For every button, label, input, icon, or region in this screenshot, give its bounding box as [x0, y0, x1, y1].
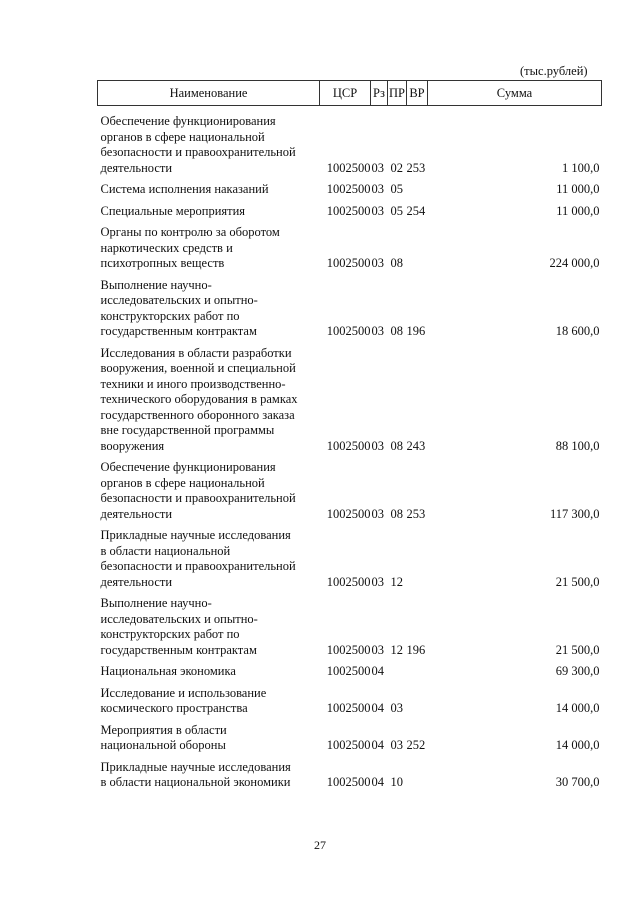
row-name: Обеспечение функционирования органов в сфере национальной безопасности и правоохранительной деятельности — [100, 460, 296, 521]
row-vr: 252 — [406, 738, 426, 752]
row-rz: 03 — [371, 642, 384, 657]
row-name: Исследования в области разработки вооружения, военной и специальной техники и иного производственно- технического оборудования в рамках государственного оборонного заказа вне государственной программы вооружения — [100, 345, 298, 453]
units-label: (тыс.рублей) — [520, 64, 588, 78]
row-name: Прикладные научные исследования в области национальной экономики — [100, 759, 291, 789]
table-body — [98, 106, 602, 791]
row-sum: 11 000,0 — [556, 203, 600, 218]
row-csr: 1002500 — [326, 701, 371, 715]
table-row — [98, 219, 602, 272]
row-rz: 03 — [371, 182, 384, 196]
table-row — [98, 340, 602, 455]
row-rz: 03 — [371, 203, 384, 218]
row-sum: 14 000,0 — [555, 738, 600, 752]
row-name: Выполнение научно- исследовательских и опытно- конструкторских работ по государственным контрактам — [100, 596, 258, 657]
row-vr — [407, 176, 428, 198]
row-rz: 03 — [371, 574, 384, 589]
row-rz: 03 — [371, 160, 384, 175]
row-csr: 1002500 — [326, 506, 371, 521]
header-rz: Рз — [371, 81, 388, 106]
row-sum: 30 700,0 — [555, 775, 600, 789]
row-csr: 1002500 — [326, 574, 371, 589]
row-rz: 03 — [371, 256, 384, 270]
header-sum: Сумма — [428, 81, 602, 106]
row-csr: 1002500 — [326, 438, 371, 453]
page-number: 27 — [314, 838, 326, 852]
row-name: Прикладные научные исследования в области национальной безопасности и правоохранительной деятельности — [100, 528, 296, 589]
table-row — [98, 454, 602, 522]
table-row — [98, 590, 602, 658]
row-rz: 03 — [371, 438, 384, 453]
row-name: Обеспечение функционирования органов в сфере национальной безопасности и правоохранительной деятельности — [100, 114, 296, 175]
table-row — [98, 754, 602, 791]
row-rz: 04 — [371, 775, 384, 789]
row-csr: 1002500 — [326, 664, 371, 678]
row-vr — [407, 754, 428, 791]
table-row — [98, 106, 602, 177]
row-csr: 1002500 — [326, 738, 371, 752]
table-row — [98, 680, 602, 717]
row-vr — [407, 522, 428, 590]
row-rz: 04 — [371, 738, 384, 752]
row-pr: 08 — [390, 256, 403, 270]
row-vr: 253 — [406, 506, 426, 521]
row-csr: 1002500 — [326, 160, 371, 175]
header-pr: ПР — [388, 81, 407, 106]
row-pr: 12 — [390, 574, 403, 589]
row-name: Мероприятия в области национальной обороны — [100, 722, 227, 752]
row-csr: 1002500 — [326, 182, 371, 196]
row-sum: 117 300,0 — [549, 506, 600, 521]
row-rz: 03 — [371, 324, 384, 338]
row-sum: 11 000,0 — [556, 182, 600, 196]
row-name: Национальная экономика — [100, 664, 236, 678]
row-pr: 12 — [390, 642, 403, 657]
row-vr — [407, 658, 428, 680]
row-csr: 1002500 — [326, 203, 371, 218]
header-vr: ВР — [407, 81, 428, 106]
row-sum: 1 100,0 — [562, 160, 600, 175]
row-name: Выполнение научно- исследовательских и опытно- конструкторских работ по государственным контрактам — [100, 277, 258, 338]
row-pr: 08 — [390, 506, 403, 521]
row-sum: 18 600,0 — [555, 324, 600, 338]
table-row — [98, 176, 602, 198]
row-pr — [388, 658, 407, 680]
row-csr: 1002500 — [326, 324, 371, 338]
row-vr: 253 — [406, 160, 426, 175]
row-rz: 04 — [371, 701, 384, 715]
row-sum: 21 500,0 — [555, 642, 600, 657]
table-row — [98, 198, 602, 220]
row-pr: 05 — [390, 203, 403, 218]
row-vr: 196 — [406, 324, 426, 338]
row-pr: 03 — [390, 701, 403, 715]
row-csr: 1002500 — [326, 775, 371, 789]
row-rz: 04 — [371, 664, 384, 678]
row-pr: 05 — [390, 182, 403, 196]
row-csr: 1002500 — [326, 642, 371, 657]
row-pr: 08 — [390, 438, 403, 453]
row-pr: 10 — [390, 775, 403, 789]
row-vr: 243 — [406, 438, 426, 453]
row-vr: 196 — [406, 642, 426, 657]
row-name: Исследование и использование космического пространства — [100, 685, 267, 715]
header-csr: ЦСР — [320, 81, 371, 106]
row-sum: 224 000,0 — [549, 256, 600, 270]
table-header-row — [98, 81, 602, 106]
row-sum: 21 500,0 — [555, 574, 600, 589]
table-row — [98, 522, 602, 590]
table-row — [98, 717, 602, 754]
row-rz: 03 — [371, 506, 384, 521]
row-csr: 1002500 — [326, 256, 371, 270]
row-pr: 08 — [390, 324, 403, 338]
row-sum: 88 100,0 — [555, 438, 600, 453]
row-vr — [407, 680, 428, 717]
header-name: Наименование — [98, 81, 320, 106]
table-row — [98, 272, 602, 340]
row-vr — [407, 219, 428, 272]
row-sum: 14 000,0 — [555, 701, 600, 715]
row-name: Органы по контролю за оборотом наркотических средств и психотропных веществ — [100, 225, 280, 270]
budget-table — [97, 80, 602, 791]
row-name: Специальные мероприятия — [100, 203, 246, 218]
row-pr: 02 — [390, 160, 403, 175]
row-sum: 69 300,0 — [555, 664, 600, 678]
row-vr: 254 — [406, 203, 426, 218]
row-name: Система исполнения наказаний — [100, 182, 269, 196]
row-pr: 03 — [390, 738, 403, 752]
table-row — [98, 658, 602, 680]
